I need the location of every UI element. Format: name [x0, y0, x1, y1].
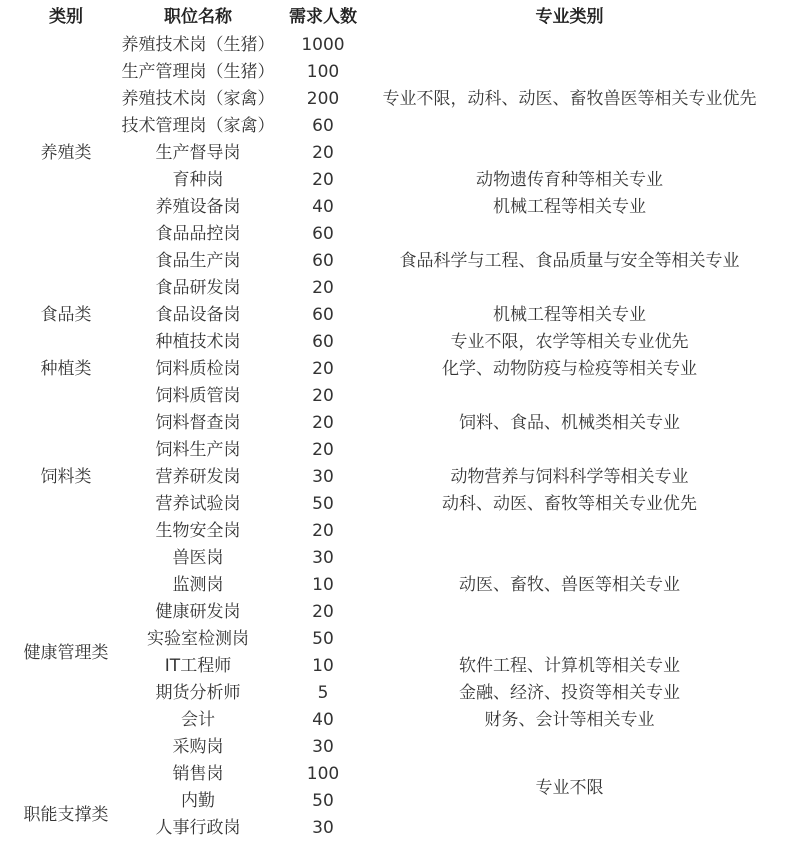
major-cell: 化学、动物防疫与检疫等相关专业	[442, 359, 697, 379]
count-cell: 20	[312, 170, 334, 190]
count-cell: 20	[312, 143, 334, 163]
position-cell: 饲料督查岗	[155, 413, 241, 433]
position-cell: 育种岗	[172, 170, 224, 190]
position-cell: 食品设备岗	[155, 305, 241, 325]
major-cell: 专业不限，农学等相关专业优先	[450, 332, 689, 352]
count-cell: 1000	[301, 35, 345, 55]
count-cell: 40	[312, 710, 334, 730]
count-cell: 50	[312, 494, 334, 514]
count-cell: 60	[312, 305, 334, 325]
count-cell: 60	[312, 251, 334, 271]
position-cell: 监测岗	[172, 575, 224, 595]
category-cell: 种植类	[40, 359, 92, 379]
position-cell: 食品生产岗	[155, 251, 241, 271]
count-cell: 40	[312, 197, 334, 217]
count-cell: 20	[312, 278, 334, 298]
count-cell: 20	[312, 440, 334, 460]
count-cell: 30	[312, 467, 334, 487]
major-cell: 动物营养与饲料科学等相关专业	[450, 467, 689, 487]
position-cell: 人事行政岗	[155, 818, 241, 838]
count-cell: 20	[312, 521, 334, 541]
header-position: 职位名称	[164, 7, 232, 27]
category-cell: 职能支撑类	[23, 804, 109, 825]
count-cell: 20	[312, 359, 334, 379]
count-cell: 30	[312, 818, 334, 838]
position-cell: 生产管理岗（生猪）	[121, 62, 275, 82]
position-cell: 饲料质检岗	[155, 359, 241, 379]
position-cell: 技术管理岗（家禽）	[121, 116, 275, 136]
major-cell: 饲料、食品、机械类相关专业	[459, 413, 680, 433]
count-cell: 10	[312, 656, 334, 676]
count-cell: 50	[312, 629, 334, 649]
major-cell: 动医、畜牧、兽医等相关专业	[459, 575, 680, 595]
position-cell: 实验室检测岗	[147, 629, 249, 649]
category-cell: 健康管理类	[23, 642, 109, 663]
major-cell: 动物遗传育种等相关专业	[476, 170, 663, 190]
count-cell: 20	[312, 413, 334, 433]
position-cell: 饲料质管岗	[155, 386, 241, 406]
position-cell: 销售岗	[172, 764, 224, 784]
major-cell: 专业不限，动科、动医、畜牧兽医等相关专业优先	[382, 89, 757, 109]
position-cell: 兽医岗	[172, 548, 224, 568]
major-cell: 机械工程等相关专业	[493, 305, 646, 325]
count-cell: 100	[306, 62, 340, 82]
position-cell: 养殖技术岗（生猪）	[121, 35, 275, 55]
position-cell: 养殖设备岗	[155, 197, 241, 217]
header-count: 需求人数	[289, 7, 357, 27]
count-cell: 10	[312, 575, 334, 595]
position-cell: 营养研发岗	[155, 467, 241, 487]
count-cell: 20	[312, 602, 334, 622]
position-cell: IT工程师	[164, 656, 232, 676]
major-cell: 机械工程等相关专业	[493, 197, 646, 217]
position-cell: 种植技术岗	[155, 332, 241, 352]
position-cell: 营养试验岗	[155, 494, 241, 514]
position-cell: 健康研发岗	[155, 602, 241, 622]
count-cell: 60	[312, 332, 334, 352]
category-cell: 饲料类	[40, 467, 92, 487]
header-major: 专业类别	[535, 7, 604, 27]
count-cell: 30	[312, 737, 334, 757]
position-cell: 内勤	[181, 791, 215, 811]
count-cell: 60	[312, 116, 334, 136]
position-cell: 会计	[181, 710, 215, 730]
major-cell: 软件工程、计算机等相关专业	[459, 656, 680, 676]
count-cell: 100	[306, 764, 340, 784]
header-category: 类别	[49, 7, 83, 27]
position-cell: 饲料生产岗	[155, 440, 241, 460]
major-cell: 专业不限	[535, 777, 604, 798]
position-cell: 采购岗	[172, 737, 224, 757]
major-cell: 食品科学与工程、食品质量与安全等相关专业	[399, 251, 740, 271]
count-cell: 30	[312, 548, 334, 568]
count-cell: 20	[312, 386, 334, 406]
position-cell: 生物安全岗	[155, 521, 241, 541]
position-cell: 食品品控岗	[155, 224, 241, 244]
count-cell: 5	[317, 683, 329, 703]
position-cell: 食品研发岗	[155, 278, 241, 298]
major-cell: 金融、经济、投资等相关专业	[459, 683, 680, 703]
count-cell: 60	[312, 224, 334, 244]
position-cell: 期货分析师	[155, 683, 241, 703]
count-cell: 200	[306, 89, 340, 109]
category-cell: 养殖类	[40, 143, 92, 163]
major-cell: 财务、会计等相关专业	[484, 710, 655, 730]
major-cell: 动科、动医、畜牧等相关专业优先	[442, 494, 697, 514]
position-cell: 养殖技术岗（家禽）	[121, 89, 275, 109]
position-cell: 生产督导岗	[155, 143, 241, 163]
category-cell: 食品类	[40, 305, 92, 325]
count-cell: 50	[312, 791, 334, 811]
